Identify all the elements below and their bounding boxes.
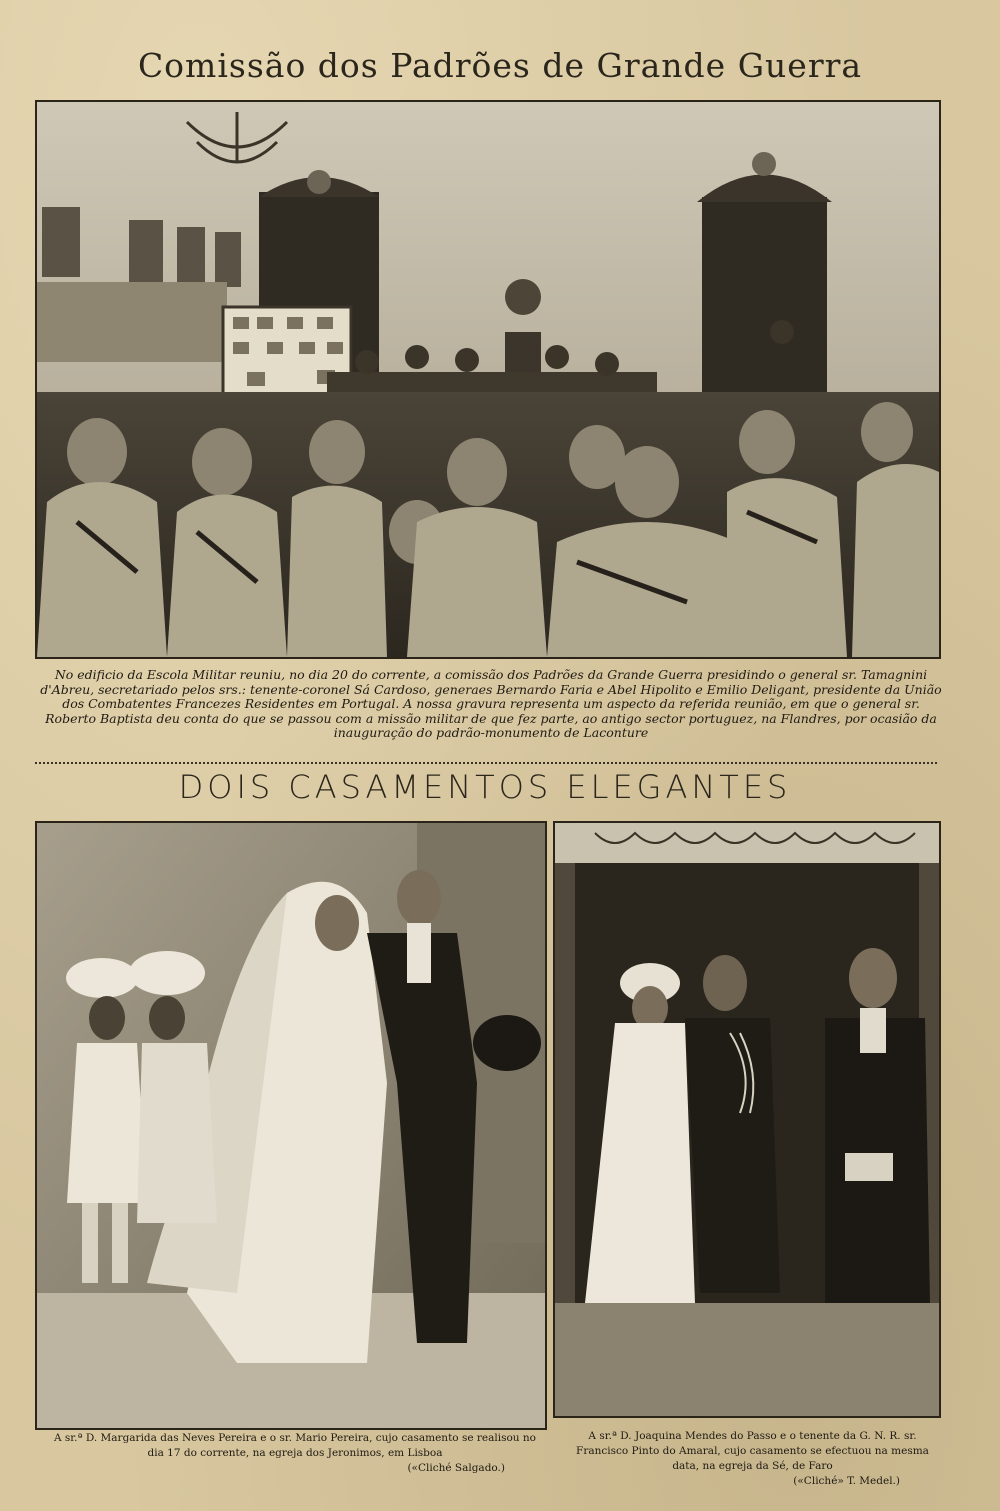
wedding-right-caption xyxy=(565,1429,940,1489)
wedding-left-caption xyxy=(45,1431,545,1476)
divider-rule xyxy=(35,762,937,764)
meeting-caption: No edificio da Escola Militar reuniu, no dia 20 do corrente, a comissão dos Padrões da Grande Guerra presidindo o general sr. Tamagnini d'Abreu, secretariado pelos srs.: tenente-coronel Sá Cardoso, generaes Bernardo Faria e Abel Hipolito e Emilio Deligant, presidente da União dos Combatentes Francezes Residentes em Portugal. A nossa gravura representa um aspecto da referida reunião, em que o general sr. Roberto Baptista deu conta do que se passou com a missão militar de que fez parte, ao antigo sector portuguez, na Flandres, por ocasião da inauguração do padrão-monumento de Laconture xyxy=(40,667,942,741)
wedding-right-caption-text: A sr.ª D. Joaquina Mendes do Passo e o tenente da G. N. R. sr. Francisco Pinto do Amaral, cujo casamento se efectuou na mesma data, na egreja da Sé, de Faro xyxy=(576,1430,929,1472)
wedding-left-illustration xyxy=(37,823,545,1428)
page-title: Comissão dos Padrões de Grande Guerra xyxy=(137,46,863,85)
wedding-left-caption-text: A sr.ª D. Margarida das Neves Pereira e o sr. Mario Pereira, cujo casamento se realisou no dia 17 do corrente, na egreja dos Jeronimos, em Lisboa xyxy=(53,1432,536,1459)
wedding-photo-right xyxy=(553,821,941,1418)
wedding-right-credit: («Cliché» T. Medel.) xyxy=(793,1475,900,1487)
wedding-photo-left xyxy=(35,821,547,1430)
wedding-left-credit: («Cliché Salgado.) xyxy=(407,1462,505,1474)
section-heading: DOIS CASAMENTOS ELEGANTES xyxy=(178,768,792,806)
meeting-photo-illustration xyxy=(37,102,939,657)
meeting-photo xyxy=(35,100,941,659)
wedding-right-illustration xyxy=(555,823,939,1416)
